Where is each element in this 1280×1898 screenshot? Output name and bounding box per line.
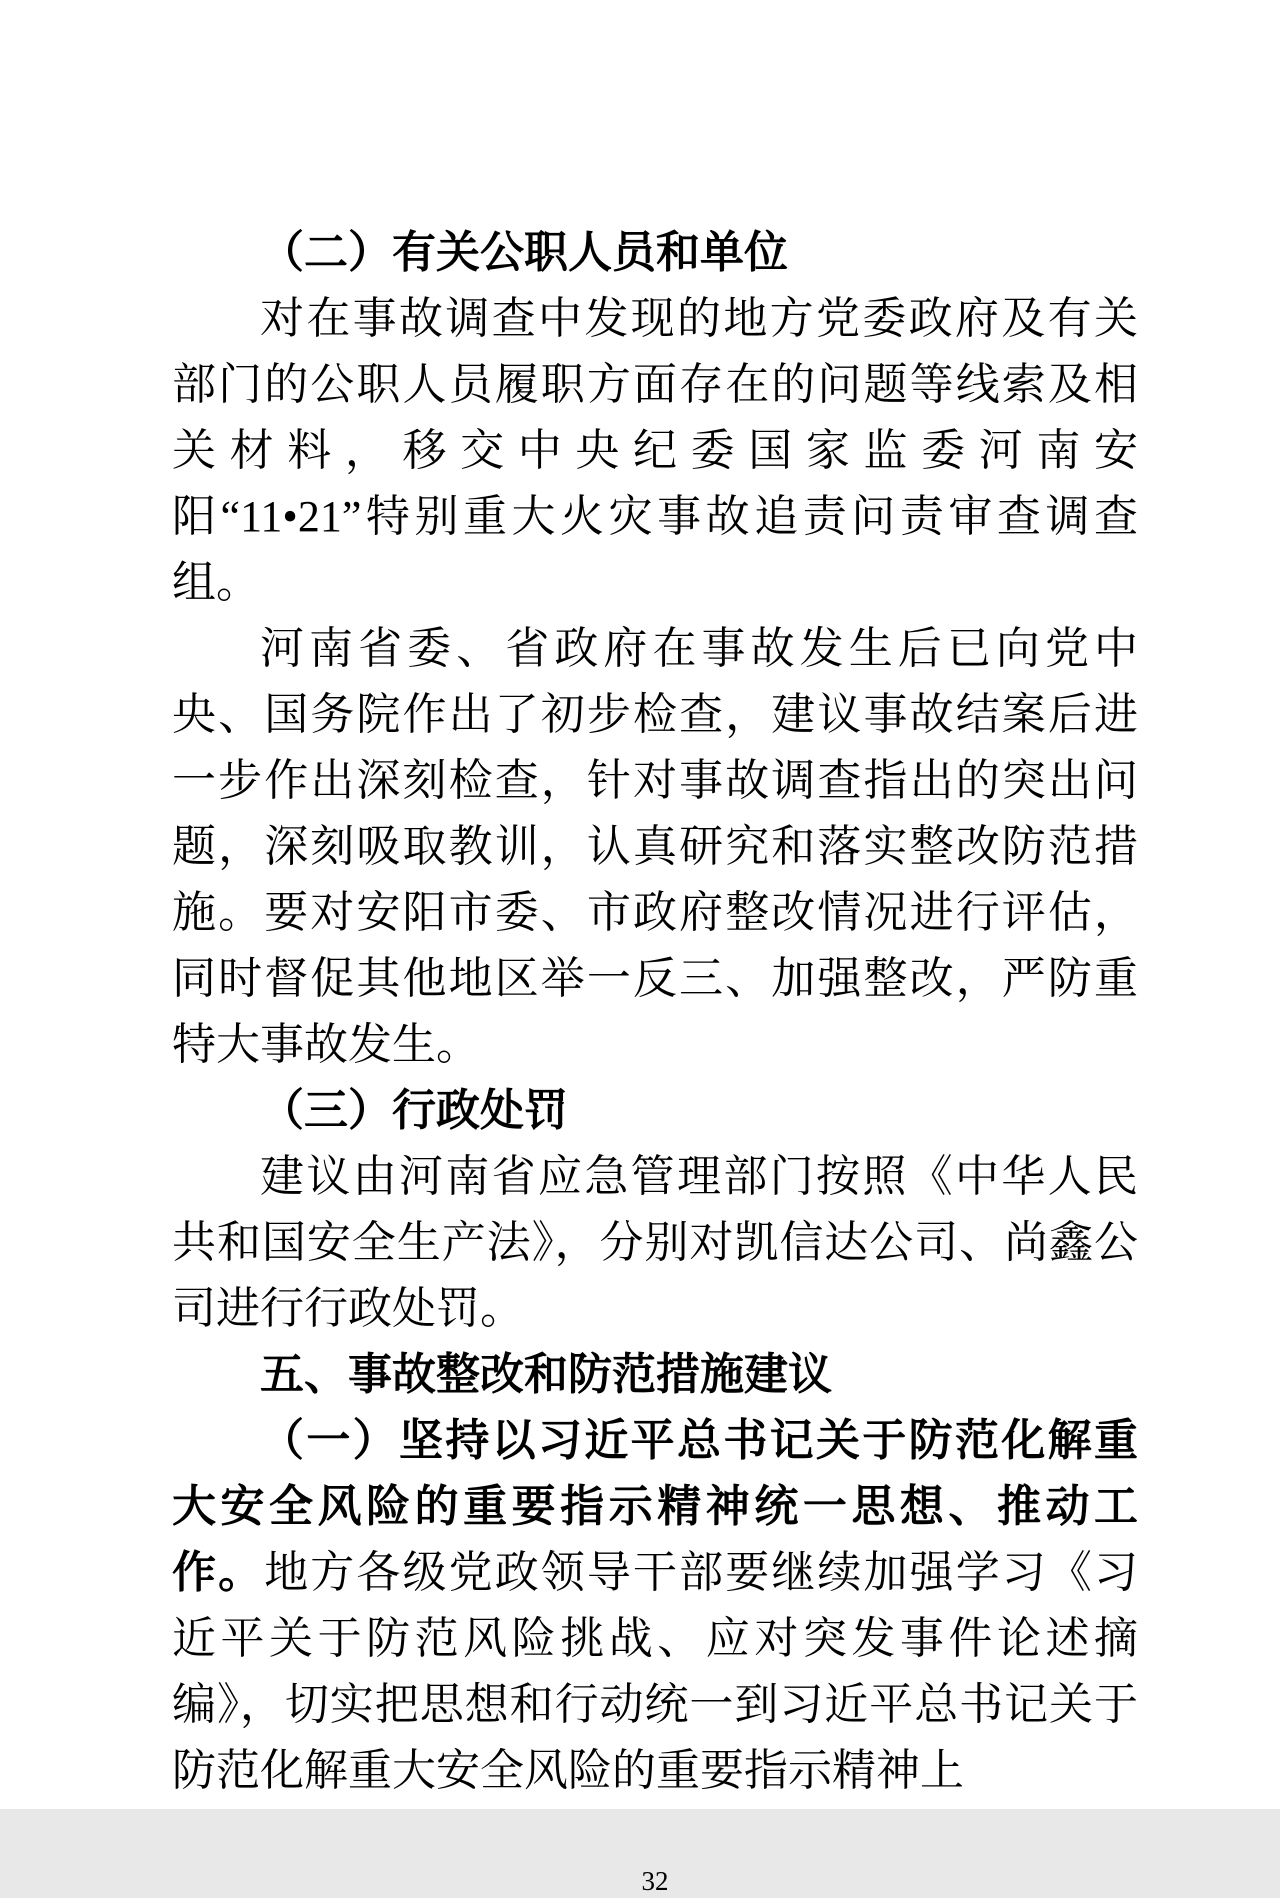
paragraph-rectification-measure-1	[172, 1408, 1138, 1804]
page-number: 32	[641, 1866, 669, 1896]
text-content	[172, 220, 1138, 1898]
paragraph-body-text: 地方各级党政领导干部要继续加强学习《习近平关于防范风险挑战、应对突发事件论述摘编》，切实把思想和行动统一到习近平总书记关于防范化解重大安全风险的重要指示精神上	[172, 1548, 1139, 1795]
section-heading-5: 五、事故整改和防范措施建议	[260, 1350, 832, 1399]
paragraph-henan-provincial-review: 河南省委、省政府在事故发生后已向党中央、国务院作出了初步检查，建议事故结案后进一步作出深刻检查，针对事故调查指出的突出问题，深刻吸取教训，认真研究和落实整改防范措施。要对安阳市委、市政府整改情况进行评估，同时督促其他地区举一反三、加强整改，严防重特大事故发生。	[172, 624, 1138, 1069]
subsection-heading-2: （二）有关公职人员和单位	[260, 228, 788, 277]
paragraph-lead-sentence: （一）坚持以习近平总书记关于防范化解重大安全风险的重要指示精神统一思想、推动工作。	[172, 1416, 1138, 1597]
subsection-heading-3: （三）行政处罚	[260, 1086, 568, 1135]
paragraph-administrative-penalty: 建议由河南省应急管理部门按照《中华人民共和国安全生产法》，分别对凯信达公司、尚鑫公司进行行政处罚。	[172, 1152, 1138, 1333]
paragraph-referral-to-discipline-inspection: 对在事故调查中发现的地方党委政府及有关部门的公职人员履职方面存在的问题等线索及相关材料，移交中央纪委国家监委河南安阳“11•21”特别重大火灾事故追责问责审查调查组。	[172, 294, 1138, 607]
